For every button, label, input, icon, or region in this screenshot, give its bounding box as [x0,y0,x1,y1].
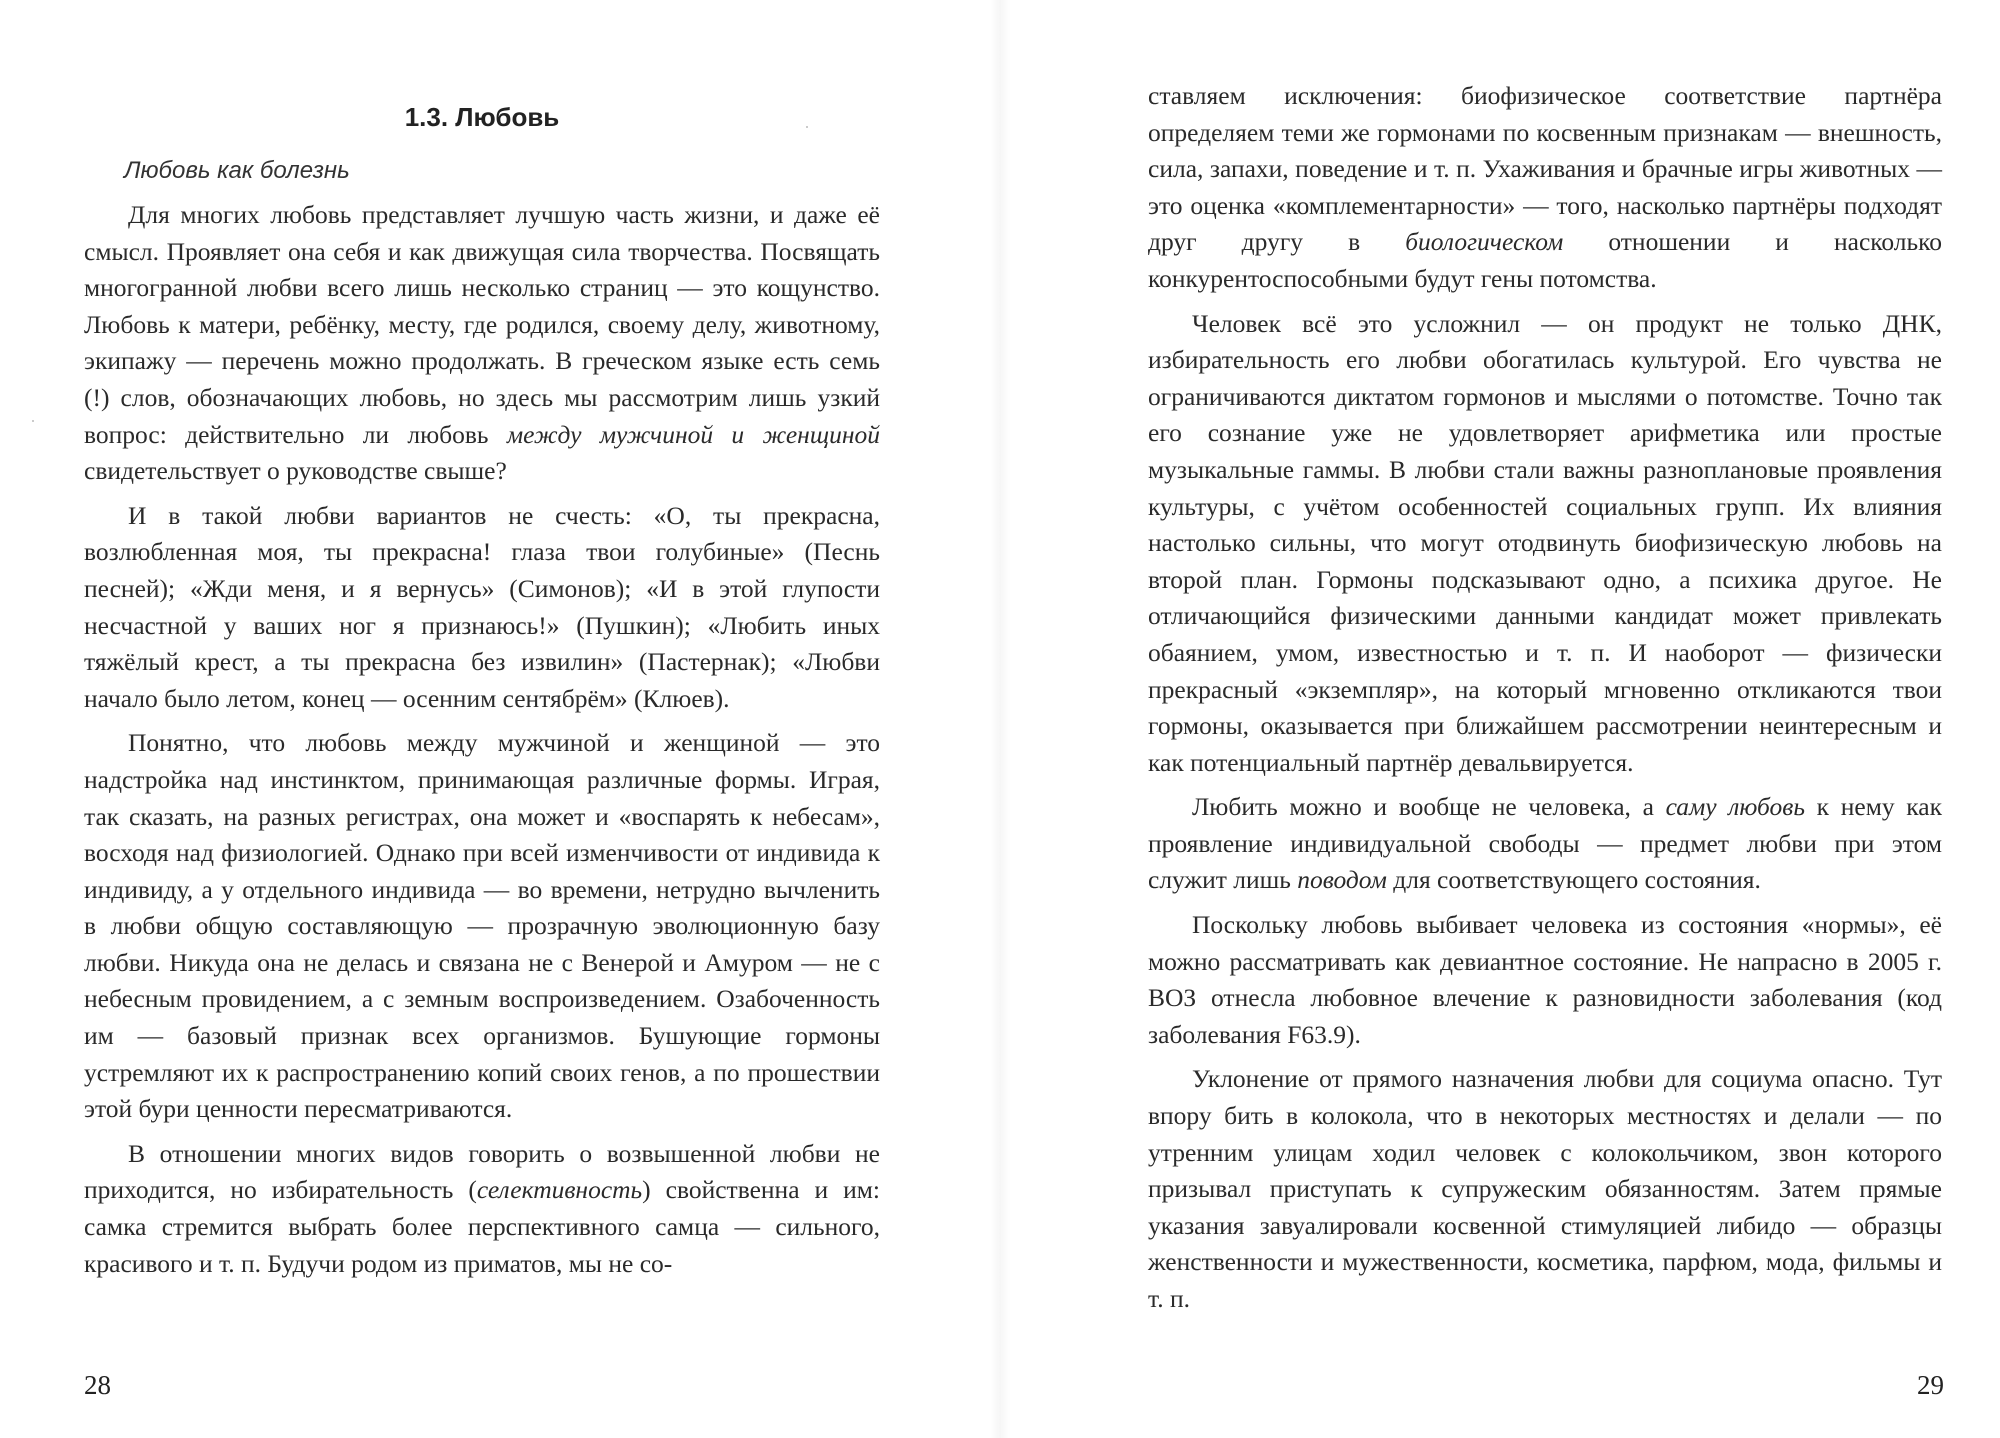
paragraph-continued: ставляем исключения: биофизическое соответствие партнёра определяем теми же гормонами по косвенным признакам — внешность, сила, запахи, поведение и т. п. Ухаживания и брачные игры животных — это оценка «комплементарности» — того, насколько партнёры подходят друг другу в биологическом отношении и насколько конкурентоспособными будут гены потомства. [1148,81,1943,293]
paragraph: Для многих любовь представляет лучшую часть жизни, и даже её смысл. Проявляет она себя и как движущая сила творчества. Посвящать многогранной любви всего лишь несколько страниц — это кощунство. Любовь к матери, ребёнку, месту, где родился, своему делу, животному, экипажу — перечень можно продолжать. В греческом языке есть семь (!) слов, обозначающих любовь, но здесь мы рассмотрим лишь узкий вопрос: действительно ли любовь между мужчиной и женщиной свидетельствует о руководстве свыше? [84,200,880,486]
speck [32,420,34,422]
section-heading: 1.3. Любовь [404,102,560,132]
paragraph: И в такой любви вариантов не счесть: «О, ты прекрасна, возлюбленная моя, ты прекрасна! глаза твои голубиные» (Песнь песней); «Жди меня, и я вернусь» (Симонов); «И в этой глупости несчастной у ваших ног я признаюсь!» (Пушкин); «Любить иных тяжёлый крест, а ты прекрасна без извилин» (Пастернак); «Любви начало было летом, конец — осенним сентябрём» (Клюев). [84,500,880,713]
paragraph: В отношении многих видов говорить о возвышенной любви не приходится, но избирательность (селективность) свойственна и им: самка стремится выбрать более перспективного самца — сильного, красивого и т. п. Будучи родом из приматов, мы не со- [84,1138,880,1278]
right-page [1000,0,2000,1438]
paragraph: Человек всё это усложнил — он продукт не только ДНК, избирательность его любви обогатилась культурой. Его чувства не ограничиваются диктатом гормонов и мыслями о потомстве. Точно так его сознание уже не удовлетворяет арифметика или простые музыкальные гаммы. В любви стали важны разноплановые проявления культуры, с учётом особенностей социальных групп. Их влияния настолько сильны, что могут отодвинуть биофизическую любовь на второй план. Гормоны подсказывают одно, а психика другое. Не отличающийся физическими данными кандидат может привлекать обаянием, умом, известностью и т. п. И наоборот — физически прекрасный «экземпляр», на который мгновенно откликаются твои гормоны, оказывается при ближайшем рассмотрении неинтересным и как потенциальный партнёр девальвируется. [1148,308,1942,777]
paragraph: Любить можно и вообще не человека, а саму любовь к нему как проявление индивидуальной свободы — предмет любви при этом служит лишь поводом для соответствующего состояния. [1148,792,1942,895]
right-text-column [1148,78,1942,1326]
subsection-heading: Любовь как болезнь [124,157,350,184]
page-number: 28 [84,1370,111,1400]
paragraph: Поскольку любовь выбивает человека из состояния «нормы», её можно рассматривать как девиантное состояние. Не напрасно в 2005 г. ВОЗ отнесла любовное влечение к разновидности заболевания (код заболевания F63.9). [1148,910,1942,1049]
left-text-column [84,95,880,1290]
paragraph: Уклонение от прямого назначения любви для социума опасно. Тут впору бить в колокола, что в некоторых местностях и делали — по утренним улицам ходил человек с колокольчиком, звон которого призывал приступать к супружеским обязанностям. Затем прямые указания завуалировали косвенной стимуляцией либидо — образцы женственности и мужественности, косметика, парфюм, мода, фильмы и т. п. [1148,1064,1942,1313]
paragraph: Понятно, что любовь между мужчиной и женщиной — это надстройка над инстинктом, принимающая различные формы. Играя, так сказать, на разных регистрах, она может и «воспарять к небесам», восходя над физиологией. Однако при всей изменчивости от индивида к индивиду, а у отдельного индивида — во времени, нетрудно вычленить в любви общую составляющую — прозрачную эволюционную базу любви. Никуда она не делась и связана не с Венерой и Амуром — не с небесным провидением, а с земным воспроизведением. Озабоченность им — базовый признак всех организмов. Бушующие гормоны устремляют их к распространению копий своих генов, а по прошествии этой бури ценности пересматриваются. [84,728,880,1124]
page-number: 29 [1917,1370,1944,1400]
